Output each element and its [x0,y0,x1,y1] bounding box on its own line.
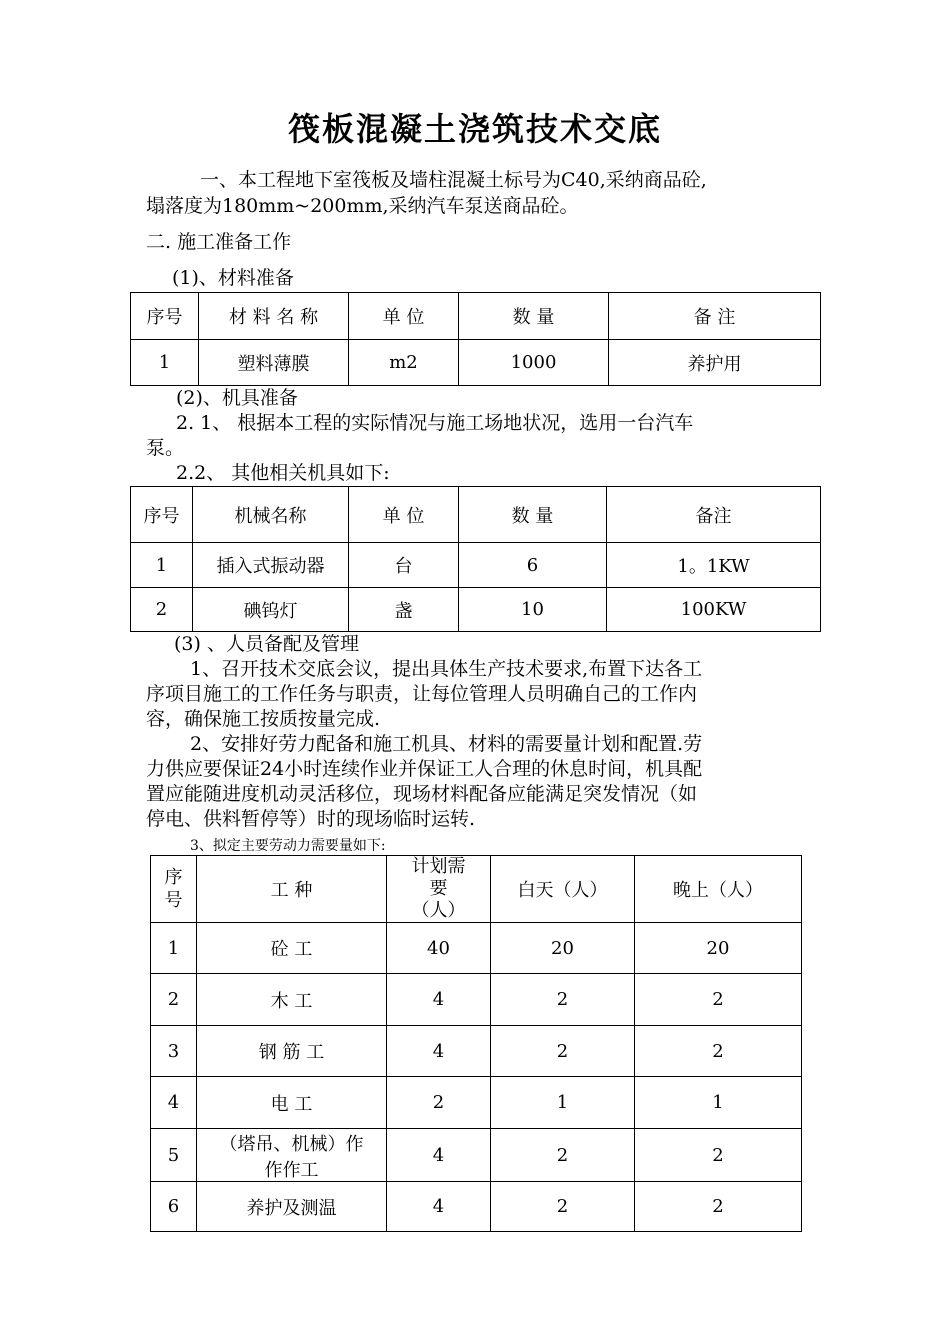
labor-intro: 3、拟定主要劳动力需要量如下: [190,838,386,854]
table-cell: 1。1KW [607,543,821,588]
machinery-heading: (2)、机具准备 [176,387,298,409]
machinery-table [130,486,821,632]
table-row [151,1129,802,1182]
table-cell: 养护及测温 [197,1182,387,1232]
machinery-header-cell: 数 量 [459,487,607,543]
table-cell: 台 [349,543,459,588]
table-row [151,1026,802,1077]
table-cell: 2 [491,974,635,1026]
table-cell: 塑料薄膜 [199,340,349,386]
machinery-header-cell: 单 位 [349,487,459,543]
materials-table [130,292,821,386]
table-row [131,543,821,588]
table-cell: 2 [635,1182,802,1232]
labor-header-cell: 工 种 [197,856,387,923]
table-cell: 2 [635,974,802,1026]
table-cell: 3 [151,1026,197,1077]
table-row [131,340,821,386]
table-cell: 1 [131,543,193,588]
table-cell: 1 [635,1077,802,1129]
personnel-heading: (3) 、人员备配及管理 [174,633,359,655]
machinery-header-cell: 备注 [607,487,821,543]
personnel-p2-line: 停电、供料暂停等）时的现场临时运转. [146,808,476,830]
labor-header-cell: 晚上（人） [635,856,802,923]
labor-table [150,855,802,1232]
table-cell: 1 [131,340,199,386]
table-cell: 木 工 [197,974,387,1026]
materials-header-cell: 序号 [131,293,199,340]
labor-header-cell: 白天（人） [491,856,635,923]
table-cell: 2 [491,1182,635,1232]
machinery-p2: 2.2、 其他相关机具如下: [176,462,390,484]
table-cell: 养护用 [609,340,821,386]
table-cell: 6 [459,543,607,588]
labor-header-cell: 计划需要（人） [387,856,491,923]
table-cell: 1000 [459,340,609,386]
table-cell: 4 [387,1129,491,1182]
materials-header-cell: 单 位 [349,293,459,340]
table-row [151,923,802,974]
table-cell: 碘钨灯 [193,588,349,632]
table-cell: 钢 筋 工 [197,1026,387,1077]
table-cell: m2 [349,340,459,386]
personnel-p2-line: 力供应要保证24小时连续作业并保证工人合理的休息时间，机具配 [146,758,703,780]
materials-heading: (1)、材料准备 [172,267,294,289]
table-cell: 2 [387,1077,491,1129]
personnel-p2-line: 置应能随进度机动灵活移位，现场材料配备应能满足突发情况（如 [146,783,698,805]
table-row [151,1182,802,1232]
table-cell: 2 [151,974,197,1026]
table-cell: 40 [387,923,491,974]
table-cell: 4 [387,974,491,1026]
materials-header-cell: 备 注 [609,293,821,340]
table-cell: 4 [151,1077,197,1129]
personnel-p1-line: 容，确保施工按质按量完成. [146,708,381,730]
personnel-p2-line: 2、安排好劳力配备和施工机具、材料的需要量计划和配置.劳 [190,733,703,755]
machinery-p1-line1: 2. 1、 根据本工程的实际情况与施工场地状况，选用一台汽车 [176,412,694,434]
table-cell: 1 [491,1077,635,1129]
machinery-header-cell: 机械名称 [193,487,349,543]
table-cell: 2 [491,1129,635,1182]
table-cell: 2 [635,1129,802,1182]
table-cell: 2 [491,1026,635,1077]
table-row [151,974,802,1026]
table-cell: （塔吊、机械）作作作工 [197,1129,387,1182]
machinery-p1-line2: 泵。 [146,437,185,459]
section1-line2: 塌落度为180mm~200mm,采纳汽车泵送商品砼。 [146,195,579,217]
table-cell: 20 [635,923,802,974]
table-cell: 1 [151,923,197,974]
personnel-p1-line: 1、召开技术交底会议，提出具体生产技术要求,布置下达各工 [190,658,703,680]
table-cell: 4 [387,1182,491,1232]
table-row [151,1077,802,1129]
section1-line1: 一、本工程地下室筏板及墙柱混凝土标号为C40,采纳商品砼, [200,169,707,191]
table-cell: 4 [387,1026,491,1077]
table-cell: 10 [459,588,607,632]
table-cell: 砼 工 [197,923,387,974]
personnel-p1-line: 序项目施工的工作任务与职责，让每位管理人员明确自己的工作内 [146,683,698,705]
machinery-header-cell: 序号 [131,487,193,543]
table-cell: 2 [131,588,193,632]
table-cell: 插入式振动器 [193,543,349,588]
table-row [131,588,821,632]
materials-header-cell: 数 量 [459,293,609,340]
document-title: 筏板混凝土浇筑技术交底 [287,110,662,148]
table-cell: 2 [635,1026,802,1077]
section2-heading: 二. 施工准备工作 [146,231,292,253]
materials-header-cell: 材 料 名 称 [199,293,349,340]
table-cell: 100KW [607,588,821,632]
labor-header-cell: 序号 [151,856,197,923]
table-cell: 盏 [349,588,459,632]
table-cell: 6 [151,1182,197,1232]
table-cell: 电 工 [197,1077,387,1129]
table-cell: 5 [151,1129,197,1182]
table-cell: 20 [491,923,635,974]
